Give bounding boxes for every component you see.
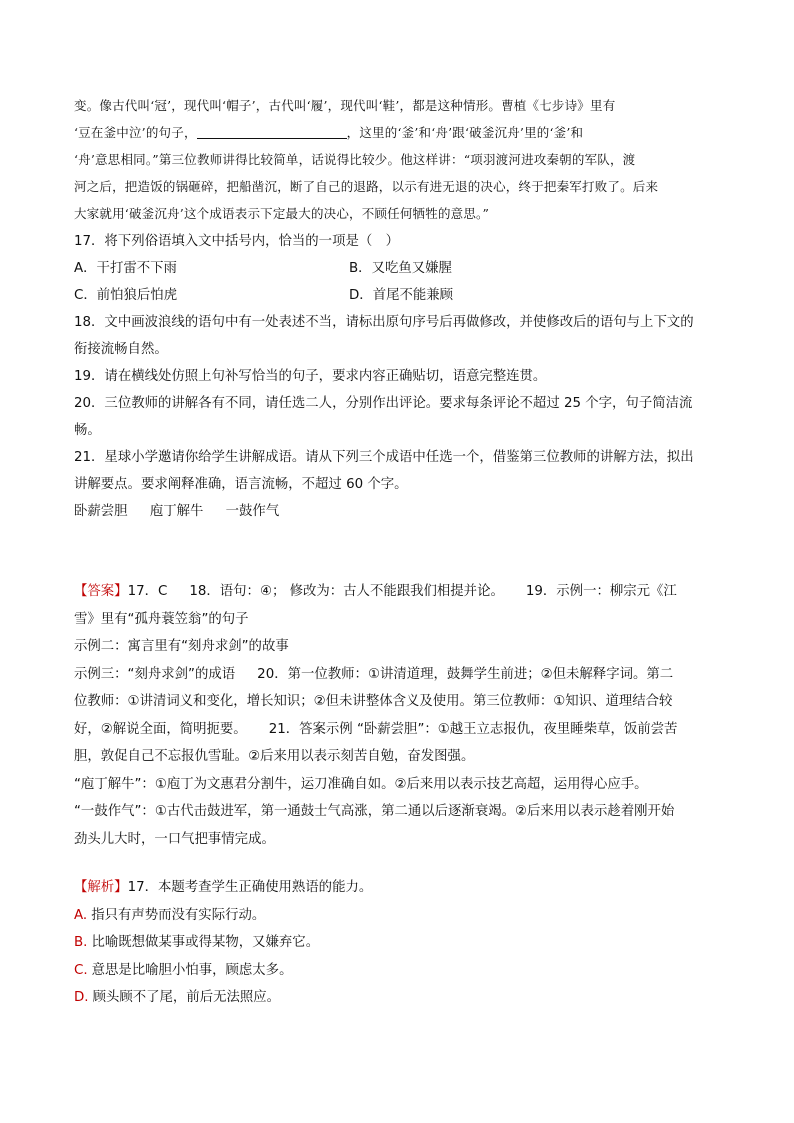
passage-line: 大家就用‘破釜沉舟’这个成语表示下定最大的决心，不顾任何牺牲的意思。” bbox=[74, 206, 490, 221]
analysis-option-b bbox=[74, 929, 724, 957]
answer-text: 示例三：“刻舟求剑”的成语 bbox=[74, 666, 236, 682]
question-17: 17．将下列俗语填入文中括号内，恰当的一项是（ ） bbox=[74, 234, 400, 249]
options-grid bbox=[74, 255, 724, 309]
answer-line: 示例二：寓言里有“刻舟求剑”的故事 bbox=[74, 639, 289, 654]
passage-text: ‘豆在釜中泣’的句子， bbox=[74, 125, 197, 140]
answer-line: “庖丁解牛”：①庖丁为文惠君分割牛，运刀准确自如。②后来用以表示技艺高超，运用得心应手。 bbox=[74, 776, 648, 792]
analysis-text: 17．本题考查学生正确使用熟语的能力。 bbox=[127, 880, 373, 895]
answer-text: 20．第一位教师：①讲清道理，鼓舞学生前进；②但未解释字词。第二 bbox=[257, 666, 674, 682]
answer-text: 21．答案示例 “卧薪尝胆”：①越王立志报仇，夜里睡柴草，饭前尝苦 bbox=[268, 721, 678, 737]
answer-tag: 【答案】 bbox=[74, 584, 128, 599]
analysis-option-a bbox=[74, 902, 724, 930]
answer-line bbox=[74, 578, 724, 606]
option-b: B．又吃鱼又嫌腥 bbox=[349, 261, 452, 276]
analysis-line bbox=[74, 874, 724, 902]
idiom: 庖丁解牛 bbox=[149, 504, 204, 519]
answer-line: 胆，敦促自己不忘报仇雪耻。②后来用以表示刻苦自勉，奋发图强。 bbox=[74, 749, 475, 764]
analysis-option-c bbox=[74, 957, 724, 985]
analysis-tag: 【解析】 bbox=[74, 880, 128, 895]
question-20-cont: 畅。 bbox=[74, 423, 101, 438]
passage-line bbox=[74, 119, 724, 146]
answer-text: 19．示例一：柳宗元《江 bbox=[525, 584, 677, 599]
passage-line: ‘舟’意思相同。”第三位教师讲得比较简单，话说得比较少。他这样讲：“项羽渡河进攻秦朝的军队，渡 bbox=[74, 152, 636, 167]
answer-line bbox=[74, 716, 724, 744]
answer-line bbox=[74, 661, 724, 689]
option-d: D．首尾不能兼顾 bbox=[349, 288, 454, 303]
analysis-section bbox=[74, 874, 724, 1012]
option-letter: B. bbox=[74, 935, 88, 950]
option-letter: D. bbox=[74, 990, 89, 1005]
passage-text: ，这里的‘釜’和‘舟’跟‘破釜沉舟’里的‘釜’和 bbox=[346, 125, 584, 140]
answer-line: 雪》里有“孤舟蓑笠翁”的句子 bbox=[74, 611, 249, 627]
idiom: 一鼓作气 bbox=[225, 504, 280, 519]
question-list bbox=[74, 228, 724, 525]
answer-line: 劲头儿大时，一口气把事情完成。 bbox=[74, 831, 275, 847]
fill-in-blank[interactable] bbox=[197, 124, 347, 139]
answer-text: 18．语句：④； 修改为：古人不能跟我们相提并论。 bbox=[189, 584, 504, 599]
answer-line: 位教师：①讲清词义和变化，增长知识；②但未讲整体含义及使用。第三位教师：①知识、道理结合较 bbox=[74, 694, 673, 709]
option-letter: A. bbox=[74, 907, 88, 923]
option-a: A．干打雷不下雨 bbox=[74, 261, 177, 276]
idiom-list bbox=[74, 498, 724, 525]
question-20: 20．三位教师的讲解各有不同，请任选二人，分别作出评论。要求每条评论不超过 25 个字，句子简洁流 bbox=[74, 396, 693, 411]
analysis-text: 比喻既想做某事或得某物，又嫌弃它。 bbox=[91, 935, 320, 950]
question-21-cont: 讲解要点。要求阐释准确，语言流畅，不超过 60 个字。 bbox=[74, 477, 408, 492]
idiom: 卧薪尝胆 bbox=[74, 504, 128, 519]
answer-text: 好，②解说全面，简明扼要。 bbox=[74, 721, 247, 737]
answer-text: 17．C bbox=[127, 584, 168, 599]
analysis-text: 意思是比喻胆小怕事，顾虑太多。 bbox=[91, 962, 293, 978]
analysis-option-d bbox=[74, 984, 724, 1012]
option-c: C．前怕狼后怕虎 bbox=[74, 288, 178, 303]
passage-line: 河之后，把造饭的锅砸碎，把船凿沉，断了自己的退路，以示有进无退的决心，终于把秦军打败了。后来 bbox=[74, 179, 659, 194]
answer-section bbox=[74, 578, 724, 853]
question-21: 21．星球小学邀请你给学生讲解成语。请从下列三个成语中任选一个，借鉴第三位教师的讲解方法，拟出 bbox=[74, 450, 694, 465]
reading-passage bbox=[74, 92, 724, 227]
question-19: 19．请在横线处仿照上句补写恰当的句子，要求内容正确贴切，语意完整连贯。 bbox=[74, 369, 547, 384]
option-letter: C. bbox=[74, 962, 88, 978]
analysis-text: 顾头顾不了尾，前后无法照应。 bbox=[92, 990, 281, 1005]
analysis-text: 指只有声势而没有实际行动。 bbox=[91, 907, 266, 923]
question-18-cont: 衔接流畅自然。 bbox=[74, 342, 168, 357]
answer-line: “一鼓作气”：①古代击鼓进军，第一通鼓士气高涨，第二通以后逐渐衰竭。②后来用以表示趁着刚开始 bbox=[74, 804, 675, 819]
passage-line: 变。像古代叫‘冠’，现代叫‘帽子’，古代叫‘履’，现代叫‘鞋’，都是这种情形。曹植《七步诗》里有 bbox=[74, 98, 616, 113]
question-18: 18．文中画波浪线的语句中有一处表述不当，请标出原句序号后再做修改，并使修改后的语句与上下文的 bbox=[74, 315, 694, 330]
